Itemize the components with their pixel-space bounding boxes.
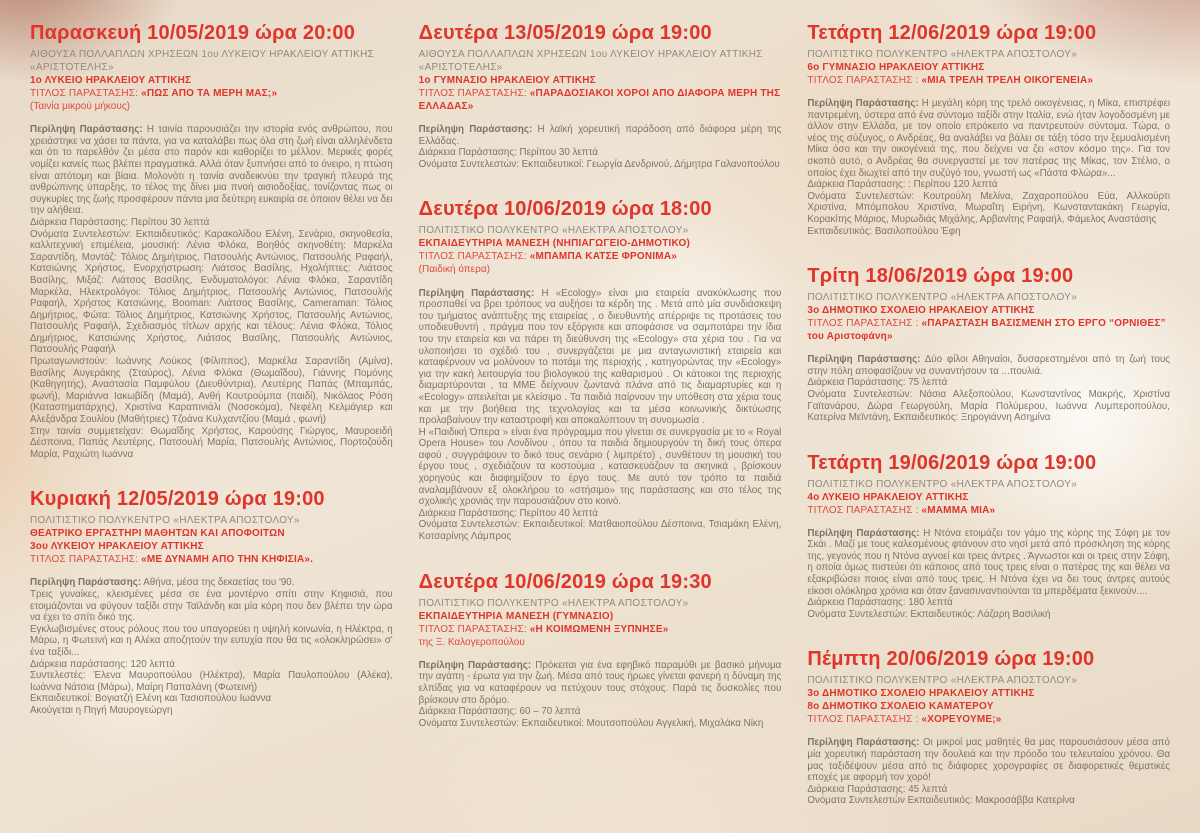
- summary-paragraph: [807, 737, 1170, 783]
- summary-text: Οι μικροί μας μαθητές θα μας παρουσιάσουν μέσα από μία χορευτική παράσταση την δουλειά και την πρόοδο του τελευταίου χρόνου. Θα μας ταξιδέψουν μέσα από τις διάφορες χορογραφίες σε διαφορετικές θεματικές εποχές με αφορμή τον χορό!: [807, 737, 1171, 784]
- summary-label: Περίληψη Παράστασης:: [418, 659, 532, 671]
- event-venue: ΠΟΛΙΤΙΣΤΙΚΟ ΠΟΛΥΚΕΝΤΡΟ «ΗΛΕΚΤΡΑ ΑΠΟΣΤΟΛΟΥ»: [807, 49, 1078, 60]
- event-entry: [419, 571, 782, 730]
- title-label: ΤΙΤΛΟΣ ΠΑΡΑΣΤΑΣΗΣ:: [418, 88, 527, 99]
- title-label: ΤΙΤΛΟΣ ΠΑΡΑΣΤΑΣΗΣ :: [807, 75, 919, 86]
- event-venue: ΠΟΛΙΤΙΣΤΙΚΟ ΠΟΛΥΚΕΝΤΡΟ «ΗΛΕΚΤΡΑ ΑΠΟΣΤΟΛΟΥ»: [807, 292, 1078, 304]
- event-school: ΘΕΑΤΡΙΚΟ ΕΡΓΑΣΤΗΡΙ ΜΑΘΗΤΩΝ ΚΑΙ ΑΠΟΦΟΙΤΩΝ: [30, 528, 285, 540]
- body-paragraph: Εγκλωβισμένες στους ρόλους που του υπαγορεύει η υψηλή κοινωνία, η Ηλέκτρα, η Μάρω, η Φωτεινή και η Αλέκα αποζητούν την ευτυχία που θα τις «ολοκληρώσει» σ' ένα ταξίδι...: [30, 623, 393, 658]
- summary-text: Η λαϊκή χορευτική παράδοση από διάφορα μέρη της Ελλάδας.: [418, 124, 782, 147]
- summary-paragraph: [807, 528, 1170, 598]
- title-label: ΤΙΤΛΟΣ ΠΑΡΑΣΤΑΣΗΣ :: [807, 504, 919, 516]
- event-entry: [807, 648, 1170, 807]
- summary-text: Η «Ecology» είναι μια εταιρεία ανακύκλωσης που προσπαθεί να βρει τρόπους να αυξήσει τα κέρδη της . Μετά από μία συνδιάσκεψη του τμήματος ανάπτυξης της εταιρείας , ο διευθυντής απέρριψε τις προτάσεις του υποδιευθυντή , πράγμα που τον εξόργισε και αποφάσισε να σαμποτάρει την ίδια του την εταιρεία και να πάρει τη διεύθυνση της «Ecology» στα χέρια του . Για να υλοποιήσει το σχέδιό του , συνεργάζεται με μια ανταγωνιστική εταιρεία και καταφέρνουν να μολύνουν το ποτάμι της περιοχής , κατηγορώντας την «Ecology» για την κακή λειτουργία του βιολογικού της καθαρισμού . Οι κάτοικοι της περιοχής διαμαρτύρονται , τα ΜΜΕ δείχνουν ζωντανά πλάνα από τις διαμαρτυρίες και η «Ecology» απειλείται με κλείσιμο . Τα παιδιά παίρνουν την υπόθεση στα χέρια τους και με την βοήθεια της τεχνολογίας και τα μέσα κοινωνικής δικτύωσης προλαβαίνουν την καταστροφή και αποκαλύπτουν τη συνομωσία .: [418, 287, 782, 427]
- summary-text: Πρόκειται για ένα εφηβικό παραμύθι με βασικό μήνυμα την αγάπη - έρωτα για την ζωή. Μέσα από τους ήρωες γίνεται φανερή η δύναμη της ελπίδας για να καταφέρουν να πετύχουν τους στόχους. Παρά τις δυσκολίες που βρίσκουν στο δρόμο.: [418, 659, 782, 706]
- event-venue: ΠΟΛΙΤΙΣΤΙΚΟ ΠΟΛΥΚΕΝΤΡΟ «ΗΛΕΚΤΡΑ ΑΠΟΣΤΟΛΟΥ»: [30, 515, 300, 527]
- summary-text: Η μεγάλη κόρη της τρελό οικογένειας, η Μίκα, επιστρέφει παντρεμένη, ύστερα από ένα σύντομο ταξίδι στην Ιταλία, ενώ ήταν λογοδοσμένη με άλλον στην Ελλάδα, με τον οποίο επρόκειτο να παντρευτούν σύντομα. Τώρα, ο νέος της σύζυγος, ο Ανδρέας, θα αναλάβει να βάλει σε τάξη τόσο την ξεμυαλισμένη Μίκα όσο και την οικογένειά της, που δείχνει να ζει «στον κόσμο της». Για τον σκοπό αυτό, ο Ανδρέας θα συνεργαστεί με τον πατέρας της Μίκας, τον Στέλιο, ο οποίος έχει διωχτεί από την συζύγό του, γνωστή ως «Πάστα Φλώρα»...: [807, 98, 1171, 179]
- body-paragraph: Διάρκεια Παράστασης: 180 λεπτά: [807, 597, 953, 609]
- body-paragraph: Τρεις γυναίκες, κλεισμένες μέσα σε ένα μοντέρνο σπίτι στην Κηφισιά, που ετοιμάζονται να φύγουν ταξίδι στην Ταϊλάνδη και μία κόρη που δεν βλέπει την ώρα να έχει το σπίτι δικό της.: [30, 589, 393, 624]
- title-name: «ΠΑΡΑΔΟΣΙΑΚΟΙ ΧΟΡΟΙ ΑΠΟ ΔΙΑΦΟΡΑ ΜΕΡΗ ΤΗΣ ΕΛΛΑΔΑΣ»: [418, 88, 781, 112]
- summary-label: Περίληψη Παράστασης:: [807, 354, 921, 366]
- event-title-line: [419, 250, 782, 263]
- body-paragraph: Διάρκεια Παράστασης: 75 λεπτά: [807, 377, 948, 389]
- summary-label: Περίληψη Παράστασης:: [418, 287, 535, 299]
- event-entry: [807, 452, 1170, 621]
- summary-paragraph: [419, 288, 782, 427]
- body-paragraph: Η «Παιδική Όπερα » είναι ένα πρόγραμμα που γίνεται σε συνεργασία με το « Royal Opera House» του Λονδίνου , όπου τα παιδιά δημιουργούν τη δική τους όπερα αφού , συγγράψουν το δικό τους σενάριο ( λιμπρέτο) , συνθέτουν τη μουσική του έργου τους , σχεδιάζουν τα κοστούμια , κατασκευάζουν τα σκηνικά , βρίσκουν χορηγούς και διαφημίζουν το έργο τους. Με αυτό τον τρόπο τα παιδιά αναλαμβάνουν εξ ολοκλήρου το «στήσιμο» της παράστασης και στο τέλος της σχολικής χρονιάς την παρουσιάζουν στο κοινό.: [418, 426, 782, 508]
- body-paragraph: Ακούγεται η Πηγή Μαυρογεώργη: [30, 704, 173, 716]
- body-paragraph: Ονόματα Συντελεστών: Εκπαιδευτικοί: Γεωργία Δενδρινού, Δήμητρα Γαλανοπούλου: [418, 158, 780, 170]
- body-paragraph: Εκπαιδευτικοί: Βογιατζή Ελένη και Τασιοπούλου Ιωάννα: [30, 693, 272, 705]
- event-entry: [807, 22, 1170, 237]
- event-venue: ΠΟΛΙΤΙΣΤΙΚΟ ΠΟΛΥΚΕΝΤΡΟ «ΗΛΕΚΤΡΑ ΑΠΟΣΤΟΛΟΥ»: [418, 597, 689, 609]
- title-label: ΤΙΤΛΟΣ ΠΑΡΑΣΤΑΣΗΣ:: [30, 88, 139, 99]
- body-paragraph: Ονόματα Συντελεστών: Κουτρούλη Μελίνα, Ζαχαροπούλου Εύα, Αλλκούρτι Χριστίνα, Μπόμπολου Χριστίνα, Μωραΐτη Ειρήνη, Κωνσταντακάκη Γεωργία, Κορακίτης Μάριος, Μυρωδιάς Μιχάλης, Αρβανίτης Ραφαήλ, Φάμελος Αναστάσης: [807, 190, 1171, 225]
- body-paragraph: Ονόματα Συντελεστών: Εκπαιδευτικός: Λάζαρη Βασιλική: [807, 608, 1051, 620]
- event-note: της Ξ. Καλογεροπούλου: [418, 636, 525, 648]
- event-school: ΕΚΠΑΙΔΕΥΤΗΡΙΑ ΜΑΝΕΣΗ (ΝΗΠΙΑΓΩΓΕΙΟ-ΔΗΜΟΤΙΚΟ): [418, 238, 691, 250]
- title-name: «ΜΙΑ ΤΡΕΛΗ ΤΡΕΛΗ ΟΙΚΟΓΕΝΕΙΑ»: [921, 75, 1094, 86]
- title-label: ΤΙΤΛΟΣ ΠΑΡΑΣΤΑΣΗΣ :: [807, 714, 919, 726]
- summary-label: Περίληψη Παράστασης:: [807, 737, 920, 749]
- event-entry: [30, 488, 393, 716]
- body-paragraph: Ονόματα Συντελεστών: Εκπαιδευτικοί: Ματθαιοπούλου Δέσποινα, Τσιαμάκη Ελένη, Κοτσαρίνης Λάμπρος: [418, 519, 782, 543]
- event-title-line: [807, 504, 1170, 517]
- event-date: Παρασκευή 10/05/2019 ώρα 20:00: [30, 22, 356, 44]
- event-school-2: 3ου ΛΥΚΕΙΟΥ ΗΡΑΚΛΕΙΟΥ ΑΤΤΙΚΗΣ: [30, 541, 204, 553]
- event-title-line: [30, 87, 393, 100]
- body-paragraph: Ονόματα Συντελεστών: Εκπαιδευτικός: Καρακολίδου Ελένη, Σενάριο, σκηνοθεσία, καλλιτεχνική επιμέλεια, μουσική: Λένια Φλόκα, Βοηθός σκηνοθέτη: Μαρκέλα Σαραντίδη, Μοντάζ: Τόλιος Δημήτριος, Πατσουλής Αντώνιος, Πατσουλής Ραφαήλ, Κατσιώνης Χρήστος, Ενορχήστρωση: Λιάτσος Βασίλης, Ηχολήπτες: Λιάτσος Βασίλης, Μιξάζ: Λιάτσος Βασίλης, Ενδυματολόγοι: Λένια Φλόκα, Σαραντίδη Μαρκέλα, Ηλεκτρολόγοι: Τόλιος Δημήτριος, Πατσουλής Αντώνιος, Πατσουλής Ραφαήλ, Χρήστος Κατσιώνης, Booman: Λιάτσος Βασίλης, Cameraman: Τόλιος Δημήτριος, Φώτα: Τόλιος Δημήτριος, Κατσιώνης Χρήστος, Πατσουλής Αντώνιος, Πατσουλής Ραφαήλ, Σχεδιασμός τίτλων αρχής και τέλους: Λένια Φλόκα, Τόλιος Δημήτριος, Κατσιώνης Χρήστος, Λιάτσος Βασίλης, Πατσουλής Αντώνιος, Πατσουλής Ραφαήλ: [30, 228, 393, 356]
- event-school: 3ο ΔΗΜΟΤΙΚΟ ΣΧΟΛΕΙΟ ΗΡΑΚΛΕΙΟΥ ΑΤΤΙΚΗΣ: [807, 305, 1035, 317]
- summary-paragraph: [419, 124, 782, 147]
- body-paragraph: Διάρκεια Παράστασης: Περίπου 30 λεπτά: [418, 147, 598, 159]
- event-school: 1ο ΛΥΚΕΙΟ ΗΡΑΚΛΕΙΟΥ ΑΤΤΙΚΗΣ: [30, 75, 192, 86]
- body-paragraph: Πρωταγωνιστούν: Ιωάννης Λούκος (Φίλιππος), Μαρκέλα Σαραντίδη (Αμίνα), Βασίλης Αυγεράκης (Σταύρος), Λένια Φλόκα (Θωμαΐδου), Γιάννης Πομόνης (Καθηγητής), Αναστασία Παμφύλου (Διευθύντρια), Λευτέρης Παπάς (Μπαμπάς, φωνή), Μαριάννα Ιακωβίδη (Μαμά), Ανθή Κουτρούμπα (παιδί), Νικόλαος Ρόση (Καταστηματάρχης), Χριστίνα Καραπινιάλι (Νοσοκόμα), Νεφέλη Κελμάγιερ και Αλεξάνδρα Σουλίου (Μαθήτριες) Τζοάνα Κυλχαντζίου (Μαμά , φωνή): [30, 356, 393, 426]
- summary-text: Δύο φίλοι Αθηναίοι, δυσαρεστημένοι από τη ζωή τους στην πόλη αποφασίζουν να συναντήσουν τα ...πουλιά.: [807, 354, 1171, 377]
- summary-text: Η Ντόνα ετοιμάζει τον γάμο της κόρης της Σόφη με τον Σκάι . Μαζί με τους καλεσμένους φτάνουν στο νησί μετά από πρόσκληση της κόρης της, γεγονός που η Ντόνα αγνοεί και τρεις άντρες . Άγνωστοι και οι τρεις στην Σόφη, η οποία όμως πιστεύει ότι κάποιος από τους τρεις είναι ο πατέρας της και θέλει να εξακριβώσει ποιος είναι από τους τρεις. Η Ντόνα έχει να δει τους άντρες αυτούς είκοσι ολόκληρα χρόνια και όταν ξανασυναντιούνται τα μπερδέματα ξεκινούν....: [807, 527, 1171, 597]
- title-label: ΤΙΤΛΟΣ ΠΑΡΑΣΤΑΣΗΣ:: [418, 623, 527, 635]
- event-venue: ΠΟΛΙΤΙΣΤΙΚΟ ΠΟΛΥΚΕΝΤΡΟ «ΗΛΕΚΤΡΑ ΑΠΟΣΤΟΛΟΥ»: [807, 675, 1078, 687]
- title-name: «ΜΕ ΔΥΝΑΜΗ ΑΠΟ ΤΗΝ ΚΗΦΙΣΙΑ».: [141, 554, 314, 566]
- event-school: 3ο ΔΗΜΟΤΙΚΟ ΣΧΟΛΕΙΟ ΗΡΑΚΛΕΙΟΥ ΑΤΤΙΚΗΣ: [807, 688, 1035, 700]
- summary-label: Περίληψη Παράστασης:: [418, 124, 533, 135]
- event-title-line: [807, 74, 1170, 87]
- column-2: [419, 22, 782, 807]
- event-entry: [419, 198, 782, 542]
- body-paragraph: Ονόματα Συντελεστών Εκπαιδευτικός: Μακροσάββα Κατερίνα: [807, 795, 1075, 807]
- body-paragraph: Διάρκεια Παράστασης: Περίπου 30 λεπτά: [30, 216, 210, 228]
- title-label: ΤΙΤΛΟΣ ΠΑΡΑΣΤΑΣΗΣ :: [807, 318, 919, 330]
- event-date: Πέμπτη 20/06/2019 ώρα 19:00: [807, 648, 1095, 671]
- title-name: «ΜΑΜΜΑ ΜΙΑ»: [921, 504, 996, 516]
- event-date: Δευτέρα 10/06/2019 ώρα 19:30: [418, 570, 712, 593]
- event-title-line: [807, 317, 1170, 343]
- summary-label: Περίληψη Παράστασης:: [30, 124, 143, 136]
- title-name: «ΠΑΡΑΣΤΑΣΗ ΒΑΣΙΣΜΕΝΗ ΣΤΟ ΕΡΓΟ “ΟΡΝΙΘΕΣ” του Αριστοφάνη»: [807, 318, 1166, 343]
- event-note: (Παιδική όπερα): [418, 264, 490, 276]
- summary-label: Περίληψη Παράστασης:: [807, 98, 919, 109]
- summary-label: Περίληψη Παράστασης:: [30, 577, 142, 589]
- event-title-line: [807, 713, 1170, 726]
- title-name: «Η ΚΟΙΜΩΜΕΝΗ ΞΥΠΝΗΣΕ»: [529, 623, 669, 635]
- summary-text: Η ταινία παρουσιάζει την ιστορία ενός ανθρώπου, που χρειάστηκε να χάσει τα πάντα, για να καταλάβει πως όλα στη ζωή είναι αλληλένδετα και ότι το παρελθόν ζει μέσα στο παρόν και καθορίζει το μέλλον. Μερικές φορές νομίζει κανείς πως βλέπει πραγματικά. Αλλά όταν ξυπνήσει από το όνειρο, η πτώση είναι απότομη και βίαια. Μολονότι η ταινία αναδεικνύει την τραγική πλευρά της ανθρώπινης ύπαρξης, το τέλος της δίνει μια πνοή αισιοδοξίας, τονίζοντας πως οι συγκυρίες της ζωής προσφέρουν πάντα μια δεύτερη ευκαιρία σε όποιον θέλει να δει την αλήθεια.: [30, 124, 393, 217]
- event-venue: ΠΟΛΙΤΙΣΤΙΚΟ ΠΟΛΥΚΕΝΤΡΟ «ΗΛΕΚΤΡΑ ΑΠΟΣΤΟΛΟΥ»: [807, 478, 1078, 490]
- summary-paragraph: [807, 354, 1170, 377]
- column-3: [807, 22, 1170, 807]
- event-school: 6ο ΓΥΜΝΑΣΙΟ ΗΡΑΚΛΕΙΟΥ ΑΤΤΙΚΗΣ: [807, 62, 985, 73]
- event-school-2: 8ο ΔΗΜΟΤΙΚΟ ΣΧΟΛΕΙΟ ΚΑΜΑΤΕΡΟΥ: [807, 701, 994, 713]
- event-school: 1ο ΓΥΜΝΑΣΙΟ ΗΡΑΚΛΕΙΟΥ ΑΤΤΙΚΗΣ: [418, 75, 596, 86]
- event-date: Δευτέρα 13/05/2019 ώρα 19:00: [418, 22, 712, 44]
- body-paragraph: Διάρκεια Παράστασης: Περίπου 40 λεπτά: [418, 507, 598, 519]
- summary-text: Αθήνα, μέσα της δεκαετίας του '90.: [143, 577, 295, 589]
- body-paragraph: Διάρκεια Παράστασης: : Περίπου 120 λεπτά: [807, 179, 998, 191]
- event-school: 4ο ΛΥΚΕΙΟ ΗΡΑΚΛΕΙΟΥ ΑΤΤΙΚΗΣ: [807, 491, 969, 503]
- title-name: «ΧΟΡΕΥΟΥΜΕ;»: [921, 714, 1002, 726]
- summary-paragraph: [807, 98, 1170, 179]
- event-venue: ΑΙΘΟΥΣΑ ΠΟΛΛΑΠΛΩΝ ΧΡΗΣΕΩΝ 1ου ΛΥΚΕΙΟΥ ΗΡΑΚΛΕΙΟΥ ΑΤΤΙΚΗΣ «ΑΡΙΣΤΟΤΕΛΗΣ»: [418, 49, 763, 73]
- title-name: «ΠΩΣ ΑΠΟ ΤΑ ΜΕΡΗ ΜΑΣ;»: [141, 88, 278, 99]
- summary-paragraph: [30, 577, 393, 589]
- event-date: Τετάρτη 12/06/2019 ώρα 19:00: [807, 22, 1097, 44]
- event-title-line: [30, 553, 393, 566]
- body-paragraph: Ονόματα Συντελεστών: Νάσια Αλεξοπούλου, Κωνσταντίνος Μακρής, Χριστίνα Γαϊτανάρου, Δώρα Γεωργούλη, Μαρία Πολύμερου, Ιωάννα Λυμπεροπούλου, Κατερίνα Μεϊντάνη, Εκπαιδευτικός: Ξηρογιάννη Ασημίνα: [807, 388, 1171, 424]
- title-label: ΤΙΤΛΟΣ ΠΑΡΑΣΤΑΣΗΣ:: [30, 554, 139, 566]
- body-paragraph: Διάρκεια παράστασης: 120 λεπτά: [30, 658, 175, 670]
- body-paragraph: Συντελεστές: Έλενα Μαυροπούλου (Ηλέκτρα), Μαρία Παυλοπούλου (Αλέκα), Ιωάννα Νάτσια (Μάρω), Μαίρη Παπαλάνη (Φωτεινή): [30, 670, 393, 693]
- event-title-line: [419, 623, 782, 636]
- event-school: ΕΚΠΑΙΔΕΥΤΗΡΙΑ ΜΑΝΕΣΗ (ΓΥΜΝΑΣΙΟ): [418, 610, 614, 622]
- event-venue: ΠΟΛΙΤΙΣΤΙΚΟ ΠΟΛΥΚΕΝΤΡΟ «ΗΛΕΚΤΡΑ ΑΠΟΣΤΟΛΟΥ»: [418, 225, 689, 237]
- body-paragraph: Διάρκεια Παράστασης: 60 – 70 λεπτά: [418, 706, 581, 718]
- body-paragraph: Στην ταινία συμμετείχαν: Θωμαΐδης Χρήστος, Καρούσης Γιώργος, Μαυροειδή Δέσποινα, Παπάς Λευτέρης, Πατσουλή Μαρία, Πατσουλής Αντώνιος, Πορτοζούδη Μαρία, Ραχιώτη Ιωάννα: [30, 425, 393, 460]
- event-title-line: [419, 87, 782, 113]
- event-note: (Ταινία μικρού μήκους): [30, 101, 130, 112]
- title-label: ΤΙΤΛΟΣ ΠΑΡΑΣΤΑΣΗΣ:: [418, 251, 527, 263]
- event-venue: ΑΙΘΟΥΣΑ ΠΟΛΛΑΠΛΩΝ ΧΡΗΣΕΩΝ 1ου ΛΥΚΕΙΟΥ ΗΡΑΚΛΕΙΟΥ ΑΤΤΙΚΗΣ «ΑΡΙΣΤΟΤΕΛΗΣ»: [30, 49, 375, 73]
- body-paragraph: Διάρκεια Παράστασης: 45 λεπτά: [807, 783, 948, 795]
- event-entry: [807, 265, 1170, 424]
- event-date: Δευτέρα 10/06/2019 ώρα 18:00: [418, 198, 712, 221]
- event-entry: [30, 22, 393, 460]
- summary-paragraph: [30, 124, 393, 217]
- column-1: [30, 22, 393, 807]
- body-paragraph: Εκπαιδευτικός: Βασιλοπούλου Έφη: [807, 225, 961, 237]
- body-paragraph: Ονόματα Συντελεστών: Εκπαιδευτικοί: Μουτσοπούλου Αγγελική, Μιχαλάκα Νίκη: [418, 717, 764, 729]
- event-date: Τρίτη 18/06/2019 ώρα 19:00: [807, 265, 1074, 288]
- event-entry: [419, 22, 782, 170]
- summary-label: Περίληψη Παράστασης:: [807, 527, 920, 539]
- event-date: Κυριακή 12/05/2019 ώρα 19:00: [30, 488, 325, 511]
- event-date: Τετάρτη 19/06/2019 ώρα 19:00: [807, 451, 1097, 474]
- summary-paragraph: [419, 660, 782, 706]
- title-name: «ΜΠΑΜΠΑ ΚΑΤΣΕ ΦΡΟΝΙΜΑ»: [529, 251, 678, 263]
